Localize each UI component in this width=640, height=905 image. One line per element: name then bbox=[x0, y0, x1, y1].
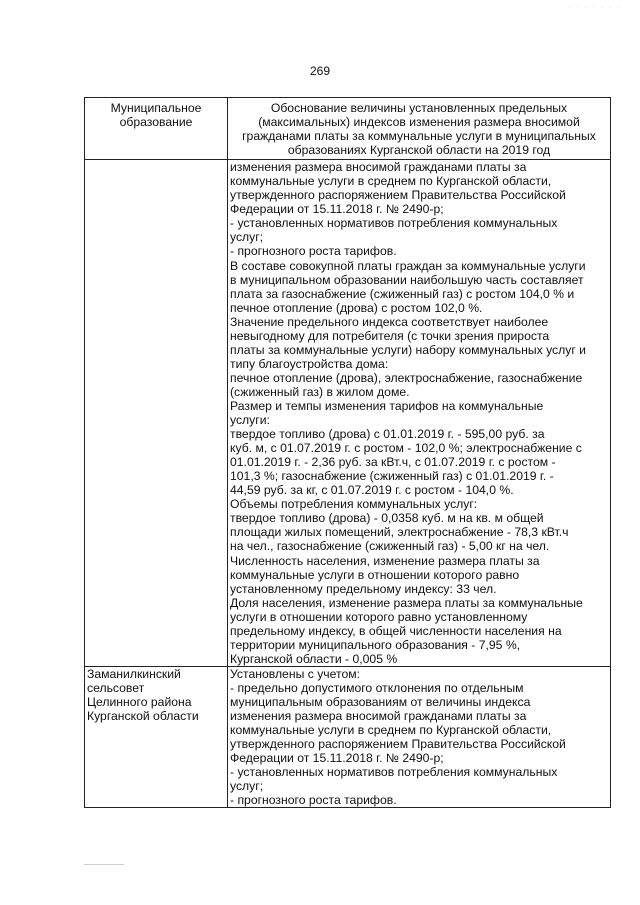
justification-text-line: услуги: bbox=[230, 413, 270, 428]
municipality-cell bbox=[85, 666, 228, 807]
justification-text-line: изменения размера вносимой гражданами платы за bbox=[230, 709, 527, 724]
justification-text-line: утвержденного распоряжением Правительства Российской bbox=[230, 188, 566, 203]
justification-cell bbox=[228, 160, 611, 667]
justification-text-line: 44,59 руб. за кг, с 01.07.2019 г. с ростом - 104,0 %. bbox=[230, 483, 514, 498]
justification-text-line: платы за коммунальные услуги) набору коммунальных услуг и bbox=[230, 342, 586, 357]
justification-text-line: Объемы потребления коммунальных услуг: bbox=[230, 497, 478, 512]
justification-text-line: 101,3 %; газоснабжение (сжиженный газ) с 01.01.2019 г. - bbox=[230, 469, 554, 484]
justification-text-line: территории муниципального образования - 7,95 %, bbox=[230, 637, 521, 652]
municipality-name-line: Целинного района bbox=[87, 694, 192, 709]
municipality-name-line: сельсовет bbox=[87, 680, 145, 695]
header-municipality-line: Муниципальное bbox=[110, 101, 202, 115]
justification-text-line: куб. м, с 01.07.2019 г. с ростом - 102,0 %; электроснабжение с bbox=[230, 441, 582, 456]
header-justification-line: (максимальных) индексов изменения размера вносимой bbox=[258, 115, 580, 130]
justification-text-line: Значение предельного индекса соответствует наиболее bbox=[230, 314, 549, 329]
justification-text-line: предельному индексу, в общей численности населения на bbox=[230, 623, 562, 638]
justification-text-line: Федерации от 15.11.2018 г. № 2490-р; bbox=[230, 751, 444, 766]
header-justification-line: гражданами платы за коммунальные услуги в муниципальных bbox=[242, 129, 596, 144]
justification-text-line: невыгодному для потребителя (с точки зрения прироста bbox=[230, 328, 550, 343]
table-row bbox=[85, 666, 611, 807]
justification-text-line: - прогнозного роста тарифов. bbox=[230, 793, 397, 808]
justification-text-line: коммунальные услуги в отношении которого равно bbox=[230, 567, 520, 582]
scan-artifact: · · · · · · · bbox=[568, 4, 622, 11]
justification-text-line: установленному предельному индексу: 33 чел. bbox=[230, 581, 497, 596]
justification-text-line: В составе совокупной платы граждан за коммунальные услуги bbox=[230, 258, 586, 273]
justification-table bbox=[84, 97, 611, 808]
municipality-name-line: Курганской области bbox=[87, 709, 199, 724]
justification-text-line: - установленных нормативов потребления коммунальных bbox=[230, 765, 558, 780]
justification-text-line: услуг; bbox=[230, 230, 264, 245]
header-justification bbox=[228, 98, 611, 160]
justification-text-line: Численность населения, изменение размера платы за bbox=[230, 553, 540, 568]
municipality-name-line: Заманилкинский bbox=[87, 666, 181, 681]
justification-text-line: - предельно допустимого отклонения по отдельным bbox=[230, 680, 524, 695]
justification-text-line: Федерации от 15.11.2018 г. № 2490-р; bbox=[230, 202, 444, 217]
justification-text-line: коммунальные услуги в среднем по Курганской области, bbox=[230, 174, 552, 189]
justification-text-line: утвержденного распоряжением Правительства Российской bbox=[230, 737, 566, 752]
justification-text-line: Установлены с учетом: bbox=[230, 666, 360, 681]
justification-text-line: твердое топливо (дрова) - 0,0358 куб. м на кв. м общей bbox=[230, 511, 544, 526]
justification-text-line: Размер и темпы изменения тарифов на коммунальные bbox=[230, 398, 544, 413]
justification-text-line: услуги в отношении которого равно установленному bbox=[230, 609, 528, 624]
justification-text-line: 01.01.2019 г. - 2,36 руб. за кВт.ч, с 01.07.2019 г. с ростом - bbox=[230, 455, 556, 470]
justification-text-line: на чел., газоснабжение (сжиженный газ) - 5,00 кг на чел. bbox=[230, 539, 550, 554]
justification-text-line: печное отопление (дрова), электроснабжение, газоснабжение bbox=[230, 370, 583, 385]
justification-text-line: услуг; bbox=[230, 779, 264, 794]
justification-text-line: - установленных нормативов потребления коммунальных bbox=[230, 216, 558, 231]
header-municipality bbox=[85, 98, 228, 160]
municipality-cell bbox=[85, 160, 228, 667]
justification-text-line: печное отопление (дрова) с ростом 102,0 %. bbox=[230, 300, 483, 315]
table-row bbox=[85, 160, 611, 667]
justification-text-line: твердое топливо (дрова) с 01.01.2019 г. - 595,00 руб. за bbox=[230, 427, 545, 442]
justification-text-line: плата за газоснабжение (сжиженный газ) с ростом 104,0 % и bbox=[230, 286, 575, 301]
scan-artifact-line bbox=[84, 864, 124, 865]
justification-cell bbox=[228, 666, 611, 807]
header-municipality-line: образование bbox=[119, 115, 193, 130]
justification-text-line: Доля населения, изменение размера платы за коммунальные bbox=[230, 595, 583, 610]
justification-text-line: площади жилых помещений, электроснабжение - 78,3 кВт.ч bbox=[230, 525, 569, 540]
justification-text-line: (сжиженный газ) в жилом доме. bbox=[230, 384, 410, 399]
justification-text-line: коммунальные услуги в среднем по Курганской области, bbox=[230, 723, 552, 738]
justification-text-line: изменения размера вносимой гражданами платы за bbox=[230, 160, 527, 175]
justification-text-line: - прогнозного роста тарифов. bbox=[230, 244, 397, 259]
justification-text-line: муниципальным образованиям от величины индекса bbox=[230, 694, 531, 709]
justification-text-line: в муниципальном образовании наибольшую часть составляет bbox=[230, 272, 584, 287]
table-header-row bbox=[85, 98, 611, 160]
header-justification-line: образованиях Курганской области на 2019 год bbox=[287, 143, 551, 158]
justification-text-line: Курганской области - 0,005 % bbox=[230, 651, 398, 666]
justification-text-line: типу благоустройства дома: bbox=[230, 356, 389, 371]
page-number: 269 bbox=[309, 64, 331, 78]
header-justification-line: Обоснование величины установленных предельных bbox=[270, 101, 568, 115]
